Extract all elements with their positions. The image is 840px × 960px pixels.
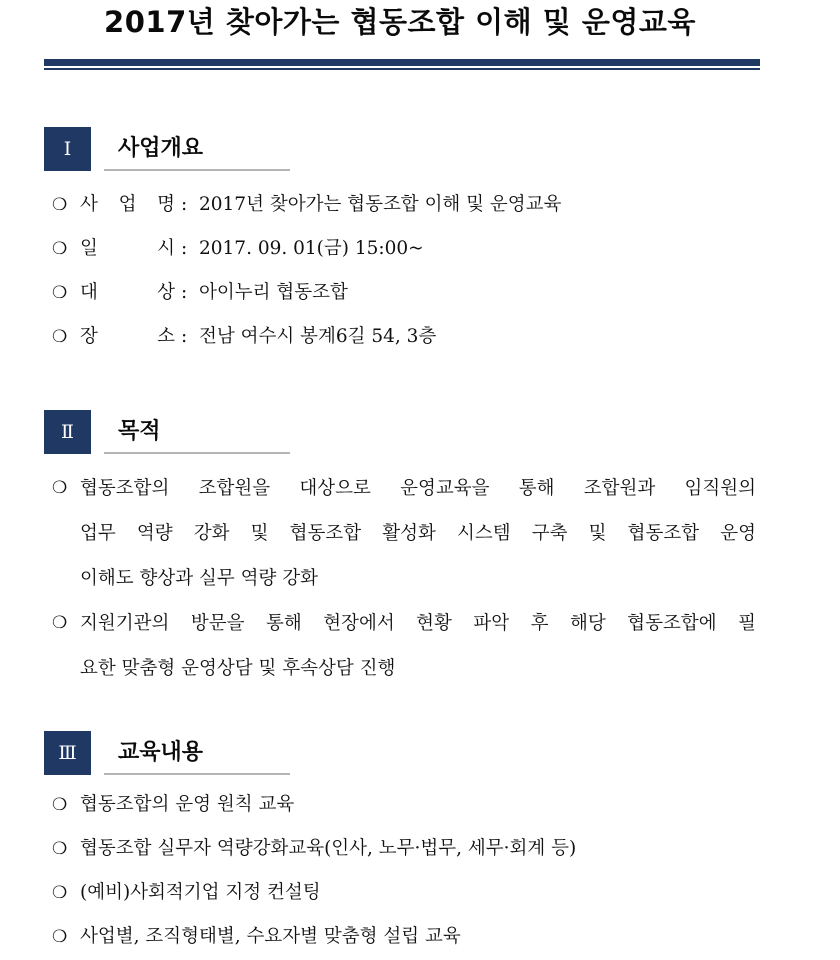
section-purpose-header — [44, 410, 804, 454]
item-text: 협동조합의 운영 원칙 교육 — [80, 794, 295, 815]
row-label: 대 상 — [80, 282, 175, 303]
section-underline — [104, 452, 290, 454]
section-underline — [104, 169, 290, 171]
item-text: 사업별, 조직형태별, 수요자별 맞춤형 설립 교육 — [80, 926, 461, 947]
row-colon: : — [181, 326, 188, 347]
section-overview-header — [44, 127, 804, 171]
item-text: (예비)사회적기업 지정 컨설팅 — [80, 882, 321, 903]
row-label: 일 시 — [80, 238, 175, 259]
education-item — [44, 827, 804, 871]
bullet-icon: ❍ — [52, 883, 68, 903]
item-text: 협동조합 실무자 역량강화교육(인사, 노무·법무, 세무·회계 등) — [80, 838, 577, 859]
section-numeral-box: Ⅱ — [44, 410, 91, 454]
row-value: 2017년 찾아가는 협동조합 이해 및 운영교육 — [199, 194, 562, 215]
overview-list — [44, 183, 804, 359]
overview-row-place — [44, 315, 804, 359]
row-colon: : — [181, 194, 188, 215]
overview-row-target — [44, 271, 804, 315]
title-rule-thin — [44, 68, 760, 70]
section-numeral-box: Ⅲ — [44, 731, 91, 775]
row-value: 아이누리 협동조합 — [199, 282, 348, 303]
education-item — [44, 783, 804, 827]
row-value: 전남 여수시 봉계6길 54, 3층 — [199, 326, 437, 347]
bullet-icon: ❍ — [52, 795, 68, 815]
overview-row-name — [44, 183, 804, 227]
section-education-header — [44, 731, 804, 775]
section-education — [44, 731, 804, 959]
paragraph-line: 업무 역량 강화 및 협동조합 활성화 시스템 구축 및 협동조합 운영 — [80, 523, 756, 544]
paragraph-line: 협동조합의 조합원을 대상으로 운영교육을 통해 조합원과 임직원의 — [80, 478, 756, 499]
section-purpose — [44, 410, 804, 691]
section-title: 교육내용 — [118, 740, 204, 765]
bullet-icon: ❍ — [52, 478, 68, 498]
bullet-icon: ❍ — [52, 613, 68, 633]
purpose-paragraph — [44, 601, 756, 691]
row-value: 2017. 09. 01(금) 15:00~ — [199, 238, 424, 259]
overview-row-date — [44, 227, 804, 271]
bullet-icon: ❍ — [52, 239, 68, 259]
paragraph-line: 요한 맞춤형 운영상담 및 후속상담 진행 — [80, 658, 396, 679]
paragraph-line: 지원기관의 방문을 통해 현장에서 현황 파악 후 해당 협동조합에 필 — [80, 613, 756, 634]
bullet-icon: ❍ — [52, 327, 68, 347]
education-item — [44, 871, 804, 915]
title-rule-thick — [44, 59, 760, 66]
row-label: 사 업 명 — [80, 194, 175, 215]
section-underline — [104, 773, 290, 775]
purpose-paragraph — [44, 466, 756, 601]
bullet-icon: ❍ — [52, 283, 68, 303]
section-numeral-box: Ⅰ — [44, 127, 91, 171]
section-overview — [44, 127, 804, 359]
row-colon: : — [181, 238, 188, 259]
document-title: 2017년 찾아가는 협동조합 이해 및 운영교육 — [104, 5, 696, 39]
paragraph-line: 이해도 향상과 실무 역량 강화 — [80, 568, 318, 589]
purpose-list — [44, 466, 804, 691]
bullet-icon: ❍ — [52, 839, 68, 859]
section-title: 사업개요 — [118, 136, 204, 161]
row-colon: : — [181, 282, 188, 303]
bullet-icon: ❍ — [52, 195, 68, 215]
section-title: 목적 — [118, 419, 161, 444]
education-item — [44, 915, 804, 959]
bullet-icon: ❍ — [52, 927, 68, 947]
row-label: 장 소 — [80, 326, 175, 347]
education-list — [44, 783, 804, 959]
